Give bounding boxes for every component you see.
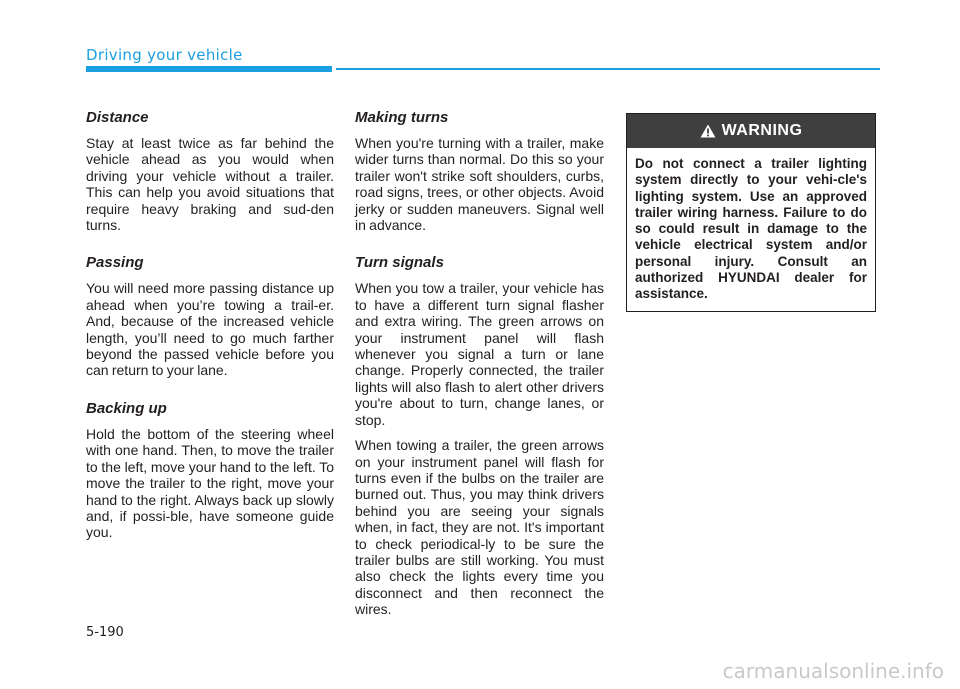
page-number: 5-190 [86,625,124,640]
section-heading: Turn signals [355,254,444,272]
warning-triangle-icon [700,124,716,138]
section-paragraph: When towing a trailer, the green arrows on your instrument panel will flash for turns even if the bulbs on the trailer are burned out. Thus, you may think drivers behind you are seeing your signals when, in fact, they are not. It's important to check periodical-ly to be sure the trailer bulbs are still working. You must also check the lights every time you disconnect and then reconnect the wires. [355,437,604,618]
section-heading: Backing up [86,399,167,417]
section-paragraph: Stay at least twice as far behind the vehicle ahead as you would when driving your vehicle without a trailer. This can help you avoid situations that require heavy braking and sud-den turns. [86,135,334,234]
section-heading: Making turns [355,109,449,126]
section-passing [86,253,334,378]
chapter-title: Driving your vehicle [86,46,243,64]
section-paragraph: When you're turning with a trailer, make wider turns than normal. Do this so your trailer won't strike soft shoulders, curbs, road signs, trees, or other objects. Avoid jerky or sudden maneuvers. Signal well in advance. [355,135,604,234]
left-column [86,108,334,561]
section-distance [86,108,334,233]
warning-text: Do not connect a trailer lighting system directly to your vehi-cle's lighting system. Use an approved trailer wiring harness. Failure to do so could result in damage to the vehicle electrical system and/or personal injury. Consult an authorized HYUNDAI dealer for assistance. [635,156,867,302]
section-heading: Distance [86,109,149,126]
warning-title: WARNING [721,122,803,139]
section-paragraph: When you tow a trailer, your vehicle has to have a different turn signal flasher and extra wiring. The green arrows on your instrument panel will flash whenever you signal a turn or lane change. Properly connected, the trailer lights will also flash to alert other drivers you're about to turn, change lanes, or stop. [355,280,604,428]
warning-header [627,114,875,148]
section-backing-up [86,399,334,541]
section-turn-signals [355,253,604,617]
section-heading: Passing [86,254,144,272]
header-rule-thin [336,68,880,70]
watermark: carmanualsonline.info [722,659,944,683]
section-paragraph: You will need more passing distance up ahead when you’re towing a trail-er. And, because of the increased vehicle length, you’ll need to go much farther beyond the passed vehicle before you can return to your lane. [86,280,334,379]
header-rule-thick [86,66,332,72]
section-paragraph: Hold the bottom of the steering wheel with one hand. Then, to move the trailer to the left, move your hand to the left. To move the trailer to the right, move your hand to the right. Always back up slowly and, if possi-ble, have someone guide you. [86,425,334,541]
middle-column [355,108,604,638]
section-making-turns [355,108,604,233]
warning-box [626,113,876,312]
